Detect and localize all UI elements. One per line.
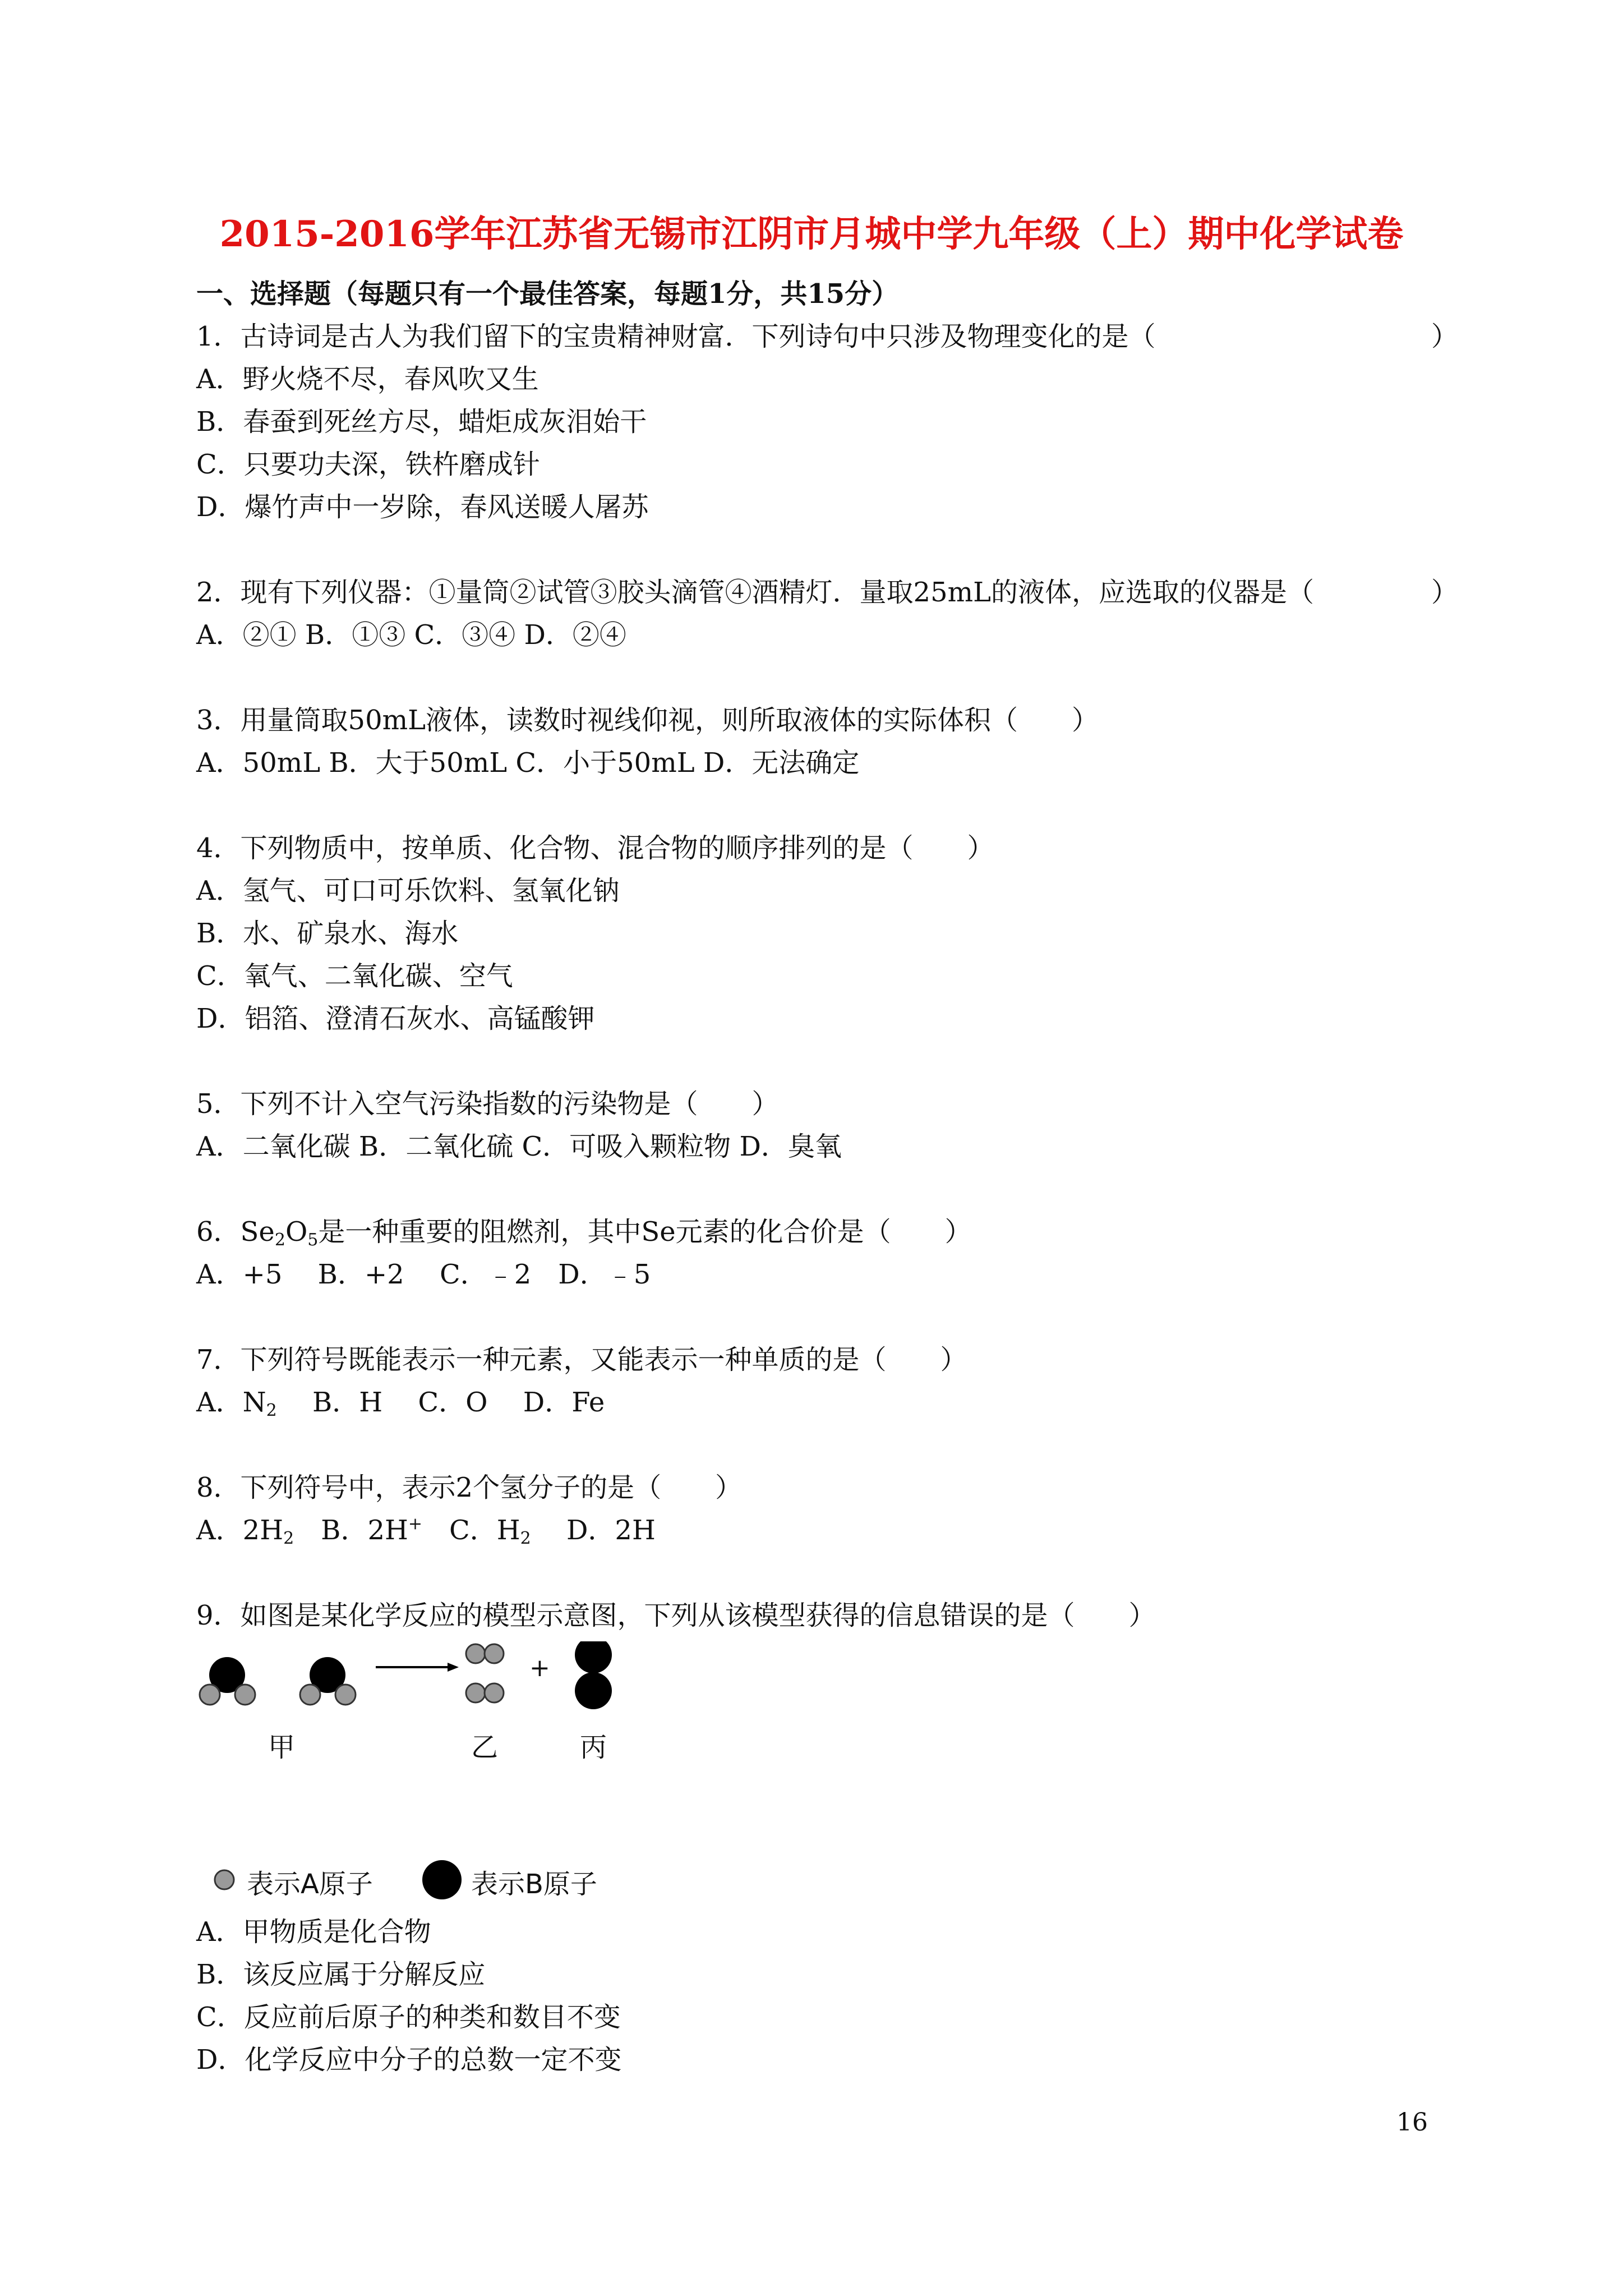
- question-9-option-c: C．反应前后原子的种类和数目不变: [196, 2001, 621, 2033]
- label-bing: 丙: [580, 1732, 607, 1763]
- atom-a: [466, 1683, 485, 1703]
- page-title: 2015-2016学年江苏省无锡市江阴市月城中学九年级（上）期中化学试卷: [219, 213, 1404, 255]
- question-1-paren: ）: [1431, 321, 1458, 352]
- atom-a: [300, 1685, 320, 1705]
- reaction-model-diagram: [195, 1641, 644, 1860]
- question-1-option-c: C．只要功夫深，铁杵磨成针: [196, 449, 540, 480]
- legend-b-label: 表示B原子: [471, 1869, 597, 1900]
- atom-a: [485, 1644, 504, 1663]
- question-9-option-b: B．该反应属于分解反应: [196, 1959, 486, 1990]
- question-4-option-b: B．水、矿泉水、海水: [196, 918, 459, 949]
- atom-a: [485, 1683, 504, 1703]
- question-2-stem: [196, 571, 1458, 614]
- question-2-options: A．②① B．①③ C．③④ D．②④: [196, 619, 626, 651]
- section-heading: 一、选择题（每题只有一个最佳答案，每题1分，共15分）: [196, 278, 899, 310]
- question-4-option-a: A．氢气、可口可乐饮料、氢氧化钠: [196, 875, 620, 907]
- reaction-arrow-head: [448, 1663, 459, 1672]
- question-1-option-b: B．春蚕到死丝方尽，蜡炬成灰泪始干: [196, 406, 647, 438]
- reaction-model-svg: [195, 1641, 644, 1770]
- atom-b: [575, 1641, 612, 1673]
- question-8-options: A．$2H_2$ B．2H+ C．$H_2$ D．2H: [196, 1514, 656, 1548]
- question-2-text: 2．现有下列仪器：①量筒②试管③胶头滴管④酒精灯．量取25mL的液体，应选取的仪器是（: [196, 577, 1315, 608]
- question-3-options: A．50mL B．大于50mL C．小于50mL D．无法确定: [196, 747, 860, 779]
- question-5-stem: 5．下列不计入空气污染指数的污染物是（ ）: [196, 1088, 779, 1120]
- question-4-option-c: C．氧气、二氧化碳、空气: [196, 960, 513, 992]
- question-9-option-d: D．化学反应中分子的总数一定不变: [196, 2044, 622, 2076]
- question-9-stem: 9．如图是某化学反应的模型示意图，下列从该模型获得的信息错误的是（ ）: [196, 1600, 1156, 1631]
- question-9-option-a: A．甲物质是化合物: [196, 1916, 431, 1948]
- atom-a: [235, 1685, 255, 1705]
- label-jia: 甲: [268, 1732, 296, 1763]
- question-8-stem: 8．下列符号中，表示2个氢分子的是（ ）: [196, 1472, 743, 1503]
- atom-a: [200, 1685, 220, 1705]
- question-1-option-d: D．爆竹声中一岁除，春风送暖人屠苏: [196, 491, 649, 523]
- question-3-stem: 3．用量筒取50mL液体，读数时视线仰视，则所取液体的实际体积（ ）: [196, 705, 1099, 736]
- atom-a: [335, 1685, 356, 1705]
- legend-atom-b-marker: [422, 1860, 462, 1899]
- question-7-options: A．$N_2$ B．H C．O D．Fe: [196, 1387, 605, 1420]
- plus-sign: +: [529, 1654, 550, 1682]
- question-1-option-a: A．野火烧不尽，春风吹又生: [196, 364, 539, 395]
- diagram-legend: [196, 1860, 645, 1911]
- label-yi: 乙: [471, 1732, 499, 1763]
- question-1-stem: [196, 315, 1458, 358]
- legend-atom-a-marker: [215, 1870, 234, 1889]
- atom-b: [575, 1672, 612, 1709]
- question-6-options: A．+5 B．+2 C．﹣2 D．﹣5: [196, 1259, 651, 1290]
- atom-a: [466, 1644, 485, 1663]
- question-6-stem: 6．$Se_2O_5$是一种重要的阻燃剂，其中Se元素的化合价是（ ）: [196, 1216, 972, 1250]
- question-1-text: 1．古诗词是古人为我们留下的宝贵精神财富．下列诗句中只涉及物理变化的是（: [196, 321, 1156, 352]
- page-number: 16: [1396, 2108, 1428, 2137]
- question-5-options: A．二氧化碳 B．二氧化硫 C．可吸入颗粒物 D．臭氧: [196, 1131, 842, 1162]
- question-7-stem: 7．下列符号既能表示一种元素，又能表示一种单质的是（ ）: [196, 1344, 967, 1375]
- question-4-option-d: D．铝箔、澄清石灰水、高锰酸钾: [196, 1003, 595, 1034]
- question-4-stem: 4．下列物质中，按单质、化合物、混合物的顺序排列的是（ ）: [196, 832, 994, 864]
- exam-content: [196, 273, 1458, 2081]
- question-2-paren: ）: [1431, 577, 1458, 608]
- legend-a-label: 表示A原子: [247, 1869, 373, 1900]
